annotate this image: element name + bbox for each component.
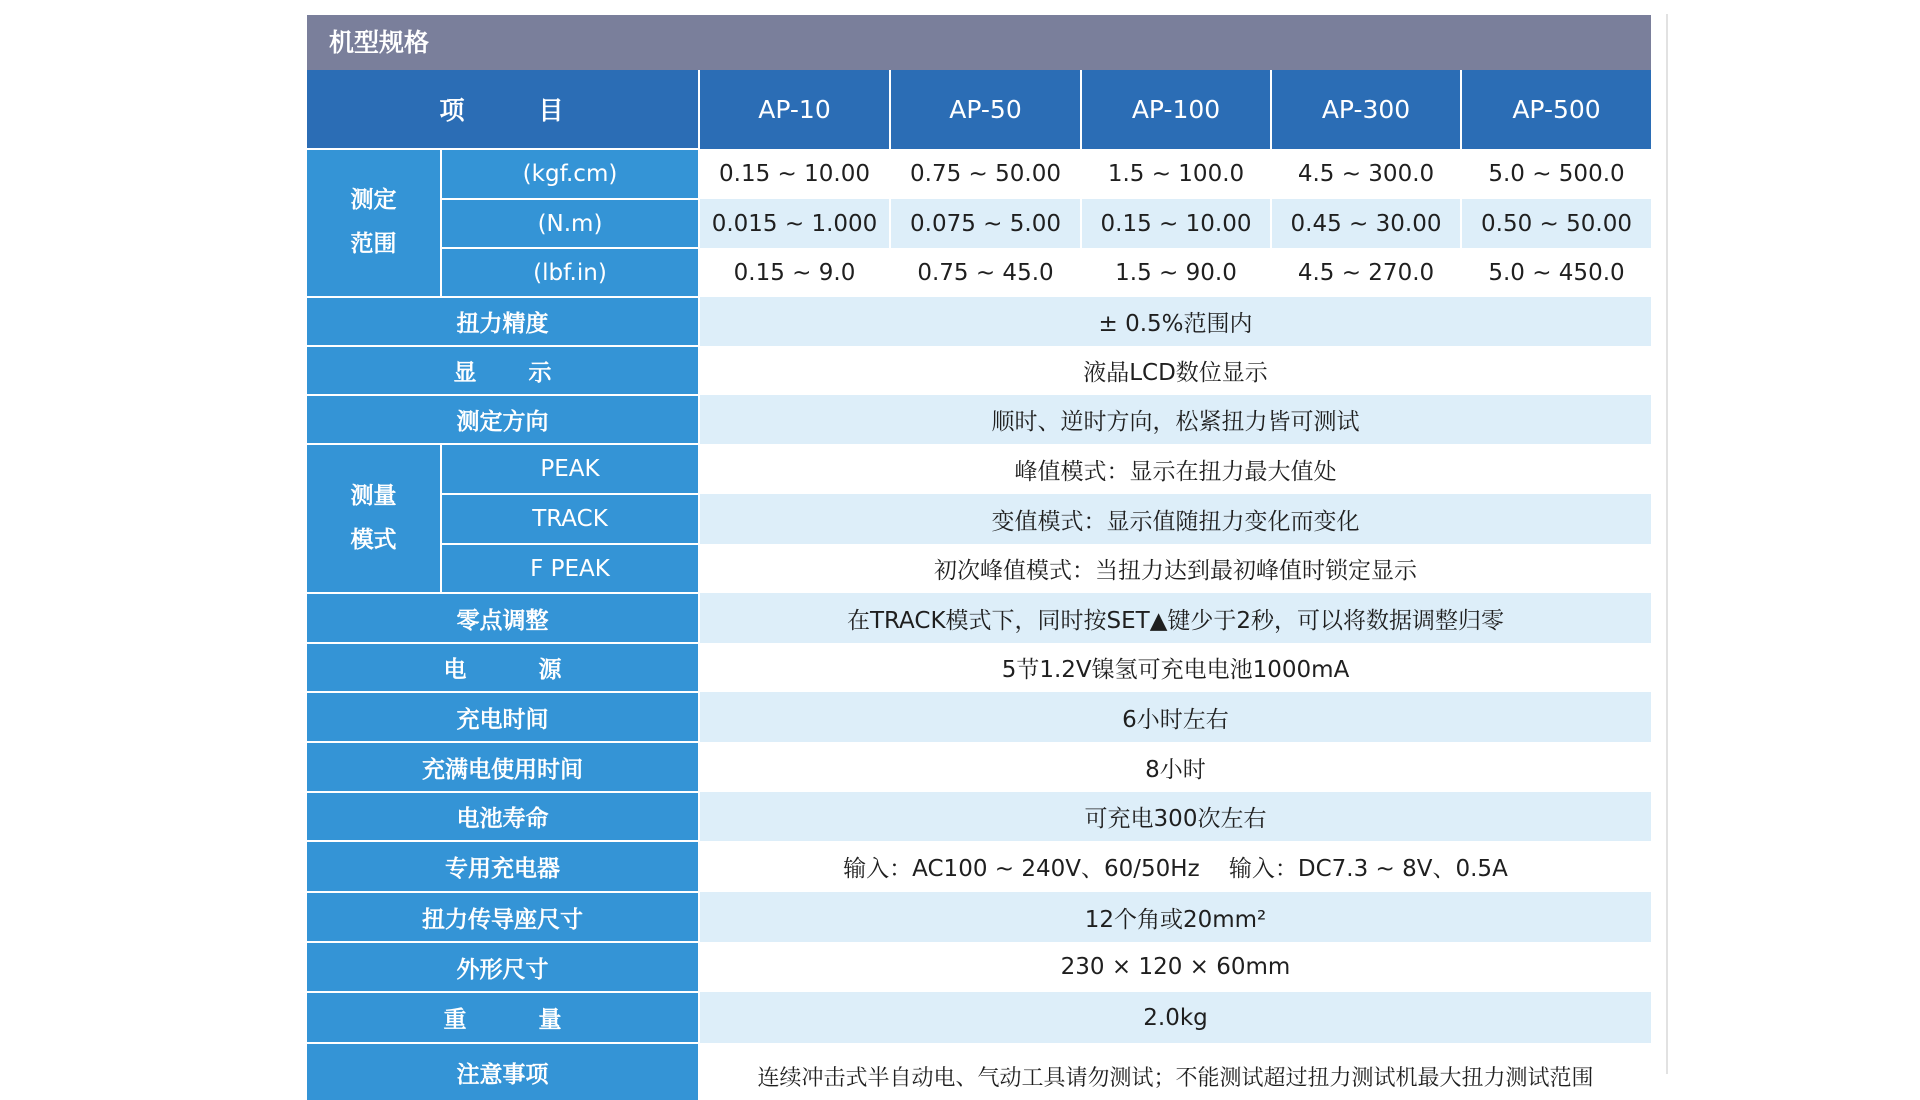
charger-label: 专用充电器: [307, 841, 699, 892]
header-model: AP-50: [890, 70, 1081, 149]
display-value: 液晶LCD数位显示: [699, 346, 1651, 395]
header-item: 项 目: [307, 70, 699, 149]
range-value: 1.5 ~ 90.0: [1081, 248, 1271, 297]
accuracy-row: [307, 297, 1651, 346]
use-time-row: [307, 742, 1651, 792]
zero-value: 在TRACK模式下，同时按SET▲键少于2秒，可以将数据调整归零: [699, 593, 1651, 643]
range-row: [307, 248, 1651, 297]
weight-value: 2.0kg: [699, 992, 1651, 1043]
accuracy-value: ± 0.5%范围内: [699, 297, 1651, 346]
spec-title: 机型规格: [307, 15, 1651, 70]
range-value: 0.15 ~ 10.00: [699, 149, 890, 199]
range-row: [307, 149, 1651, 199]
accuracy-label: 扭力精度: [307, 297, 699, 346]
power-row: [307, 643, 1651, 692]
battery-life-value: 可充电300次左右: [699, 792, 1651, 841]
range-value: 0.50 ~ 50.00: [1461, 199, 1651, 248]
power-value: 5节1.2V镍氢可充电电池1000mA: [699, 643, 1651, 692]
charger-value: 输入：AC100 ~ 240V、60/50Hz 输入：DC7.3 ~ 8V、0.5A: [699, 841, 1651, 892]
zero-label: 零点调整: [307, 593, 699, 643]
header-model: AP-100: [1081, 70, 1271, 149]
mode-name: TRACK: [441, 494, 699, 544]
notes-row: [307, 1043, 1651, 1100]
header-row: [307, 70, 1651, 149]
battery-life-row: [307, 792, 1651, 841]
spec-sheet: [307, 15, 1651, 1100]
range-value: 5.0 ~ 450.0: [1461, 248, 1651, 297]
socket-value: 12个角或20mm²: [699, 892, 1651, 942]
range-value: 0.15 ~ 10.00: [1081, 199, 1271, 248]
charge-time-row: [307, 692, 1651, 742]
display-label: 显 示: [307, 346, 699, 395]
dimensions-label: 外形尺寸: [307, 942, 699, 992]
range-value: 0.75 ~ 50.00: [890, 149, 1081, 199]
mode-value: 变值模式：显示值随扭力变化而变化: [699, 494, 1651, 544]
direction-value: 顺时、逆时方向，松紧扭力皆可测试: [699, 395, 1651, 444]
weight-label: 重 量: [307, 992, 699, 1043]
dimensions-row: [307, 942, 1651, 992]
spec-table: [307, 70, 1651, 1100]
range-value: 0.45 ~ 30.00: [1271, 199, 1461, 248]
socket-row: [307, 892, 1651, 942]
range-value: 0.75 ~ 45.0: [890, 248, 1081, 297]
mode-row: [307, 494, 1651, 544]
dimensions-value: 230 × 120 × 60mm: [699, 942, 1651, 992]
range-value: 5.0 ~ 500.0: [1461, 149, 1651, 199]
range-value: 0.15 ~ 9.0: [699, 248, 890, 297]
mode-value: 峰值模式：显示在扭力最大值处: [699, 444, 1651, 494]
range-label: 测定 范围: [307, 149, 441, 297]
socket-label: 扭力传导座尺寸: [307, 892, 699, 942]
battery-life-label: 电池寿命: [307, 792, 699, 841]
header-model: AP-10: [699, 70, 890, 149]
range-value: 0.015 ~ 1.000: [699, 199, 890, 248]
range-unit: (kgf.cm): [441, 149, 699, 199]
charger-row: [307, 841, 1651, 892]
divider-line: [1666, 14, 1668, 1074]
range-row: [307, 199, 1651, 248]
header-model: AP-300: [1271, 70, 1461, 149]
use-time-value: 8小时: [699, 742, 1651, 792]
range-value: 4.5 ~ 300.0: [1271, 149, 1461, 199]
direction-row: [307, 395, 1651, 444]
modes-label: 测量 模式: [307, 444, 441, 593]
charge-time-value: 6小时左右: [699, 692, 1651, 742]
direction-label: 测定方向: [307, 395, 699, 444]
range-value: 0.075 ~ 5.00: [890, 199, 1081, 248]
charge-time-label: 充电时间: [307, 692, 699, 742]
use-time-label: 充满电使用时间: [307, 742, 699, 792]
mode-row: [307, 544, 1651, 593]
mode-name: PEAK: [441, 444, 699, 494]
range-unit: (lbf.in): [441, 248, 699, 297]
range-value: 4.5 ~ 270.0: [1271, 248, 1461, 297]
display-row: [307, 346, 1651, 395]
range-unit: (N.m): [441, 199, 699, 248]
mode-row: [307, 444, 1651, 494]
weight-row: [307, 992, 1651, 1043]
notes-value: 连续冲击式半自动电、气动工具请勿测试；不能测试超过扭力测试机最大扭力测试范围: [699, 1043, 1651, 1100]
mode-value: 初次峰值模式：当扭力达到最初峰值时锁定显示: [699, 544, 1651, 593]
notes-label: 注意事项: [307, 1043, 699, 1100]
mode-name: F PEAK: [441, 544, 699, 593]
zero-row: [307, 593, 1651, 643]
power-label: 电 源: [307, 643, 699, 692]
header-model: AP-500: [1461, 70, 1651, 149]
range-value: 1.5 ~ 100.0: [1081, 149, 1271, 199]
